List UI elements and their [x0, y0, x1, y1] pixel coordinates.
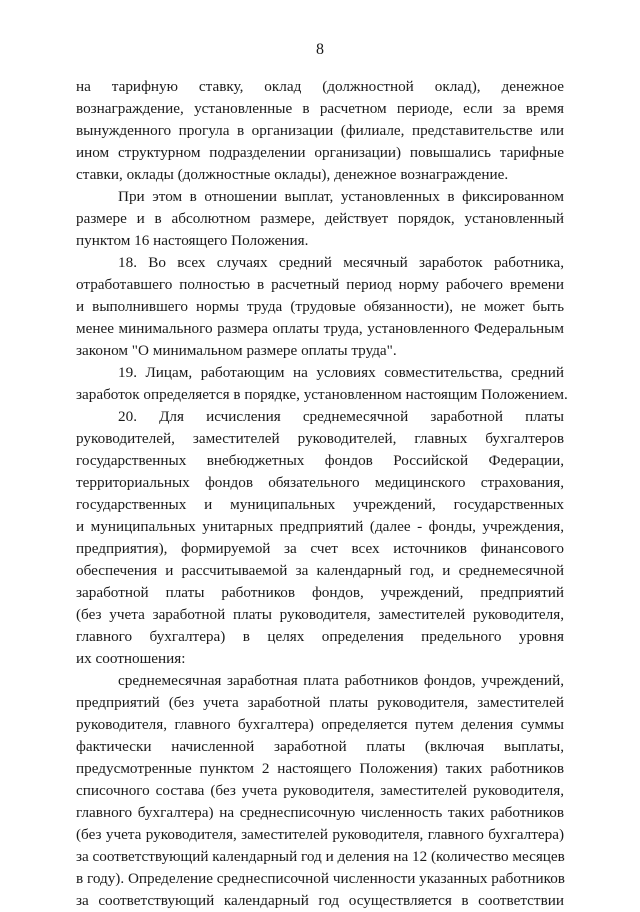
- text-line: (без учета руководителя, заместителей руководителя, главного бухгалтера): [76, 826, 564, 843]
- text-line: и муниципальных унитарных предприятий (далее - фонды, учреждения,: [76, 518, 564, 535]
- text-line: ином структурном подразделении организации) повышались тарифные: [76, 144, 564, 161]
- text-line: руководителя, главного бухгалтера) определяется путем деления суммы: [76, 716, 564, 733]
- text-line: их соотношения:: [76, 650, 186, 667]
- text-line: главного бухгалтера) на среднесписочную численность таких работников: [76, 804, 564, 821]
- text-line: на тарифную ставку, оклад (должностной оклад), денежное: [76, 78, 564, 95]
- text-line: за соответствующий календарный год и деления на 12 (количество месяцев: [76, 848, 565, 865]
- text-line: списочного состава (без учета руководителя, заместителей руководителя,: [76, 782, 564, 799]
- paragraph-continuation: [76, 76, 564, 186]
- text-line: законом "О минимальном размере оплаты труда".: [76, 342, 397, 359]
- paragraph-clause-19: [76, 362, 568, 406]
- paragraph-clause-18: [76, 252, 564, 362]
- paragraph-clause-20: [76, 406, 564, 670]
- text-line: государственных внебюджетных фондов Российской Федерации,: [76, 452, 564, 469]
- document-body: [76, 76, 568, 912]
- text-line: за соответствующий календарный год осуществляется в соответствии: [76, 892, 564, 909]
- text-line: (без учета заработной платы руководителя, заместителей руководителя,: [76, 606, 564, 623]
- text-line: территориальных фондов обязательного медицинского страхования,: [76, 474, 564, 491]
- page-number: 8: [316, 41, 324, 58]
- text-line: пунктом 16 настоящего Положения.: [76, 232, 309, 249]
- text-line: менее минимального размера оплаты труда, установленного Федеральным: [76, 320, 564, 337]
- text-line: предусмотренные пунктом 2 настоящего Положения) таких работников: [76, 760, 564, 777]
- text-line: заработной платы работников фондов, учреждений, предприятий: [76, 584, 564, 601]
- text-line: 18. Во всех случаях средний месячный заработок работника,: [118, 254, 564, 271]
- text-line: государственных и муниципальных учреждений, государственных: [76, 496, 564, 513]
- text-line: предприятий (без учета заработной платы руководителя, заместителей: [76, 694, 564, 711]
- text-line: 19. Лицам, работающим на условиях совместительства, средний: [118, 364, 564, 381]
- text-line: обеспечения и рассчитываемой за календарный год, и среднемесячной: [76, 562, 564, 579]
- text-line: При этом в отношении выплат, установленных в фиксированном: [118, 188, 564, 205]
- text-line: главного бухгалтера) в целях определения предельного уровня: [76, 628, 564, 645]
- text-line: вознаграждение, установленные в расчетном периоде, если за время: [76, 100, 564, 117]
- text-line: 20. Для исчисления среднемесячной заработной платы: [118, 408, 564, 425]
- text-line: руководителей, заместителей руководителей, главных бухгалтеров: [76, 430, 564, 447]
- text-line: ставки, оклады (должностные оклады), денежное вознаграждение.: [76, 166, 509, 183]
- text-line: среднемесячная заработная плата работников фондов, учреждений,: [118, 672, 564, 689]
- text-line: отработавшего полностью в расчетный период норму рабочего времени: [76, 276, 564, 293]
- paragraph-average-salary: [76, 670, 564, 912]
- text-line: предприятия), формируемой за счет всех источников финансового: [76, 540, 564, 557]
- text-line: фактически начисленной заработной платы (включая выплаты,: [76, 738, 564, 755]
- text-line: в году). Определение среднесписочной численности указанных работников: [76, 870, 565, 887]
- text-line: заработок определяется в порядке, установленном настоящим Положением.: [76, 386, 568, 403]
- text-line: размере и в абсолютном размере, действует порядок, установленный: [76, 210, 564, 227]
- text-line: вынужденного прогула в организации (филиале, представительстве или: [76, 122, 564, 139]
- text-line: и выполнившего нормы труда (трудовые обязанности), не может быть: [76, 298, 564, 315]
- paragraph-fixed-payments: [76, 186, 564, 252]
